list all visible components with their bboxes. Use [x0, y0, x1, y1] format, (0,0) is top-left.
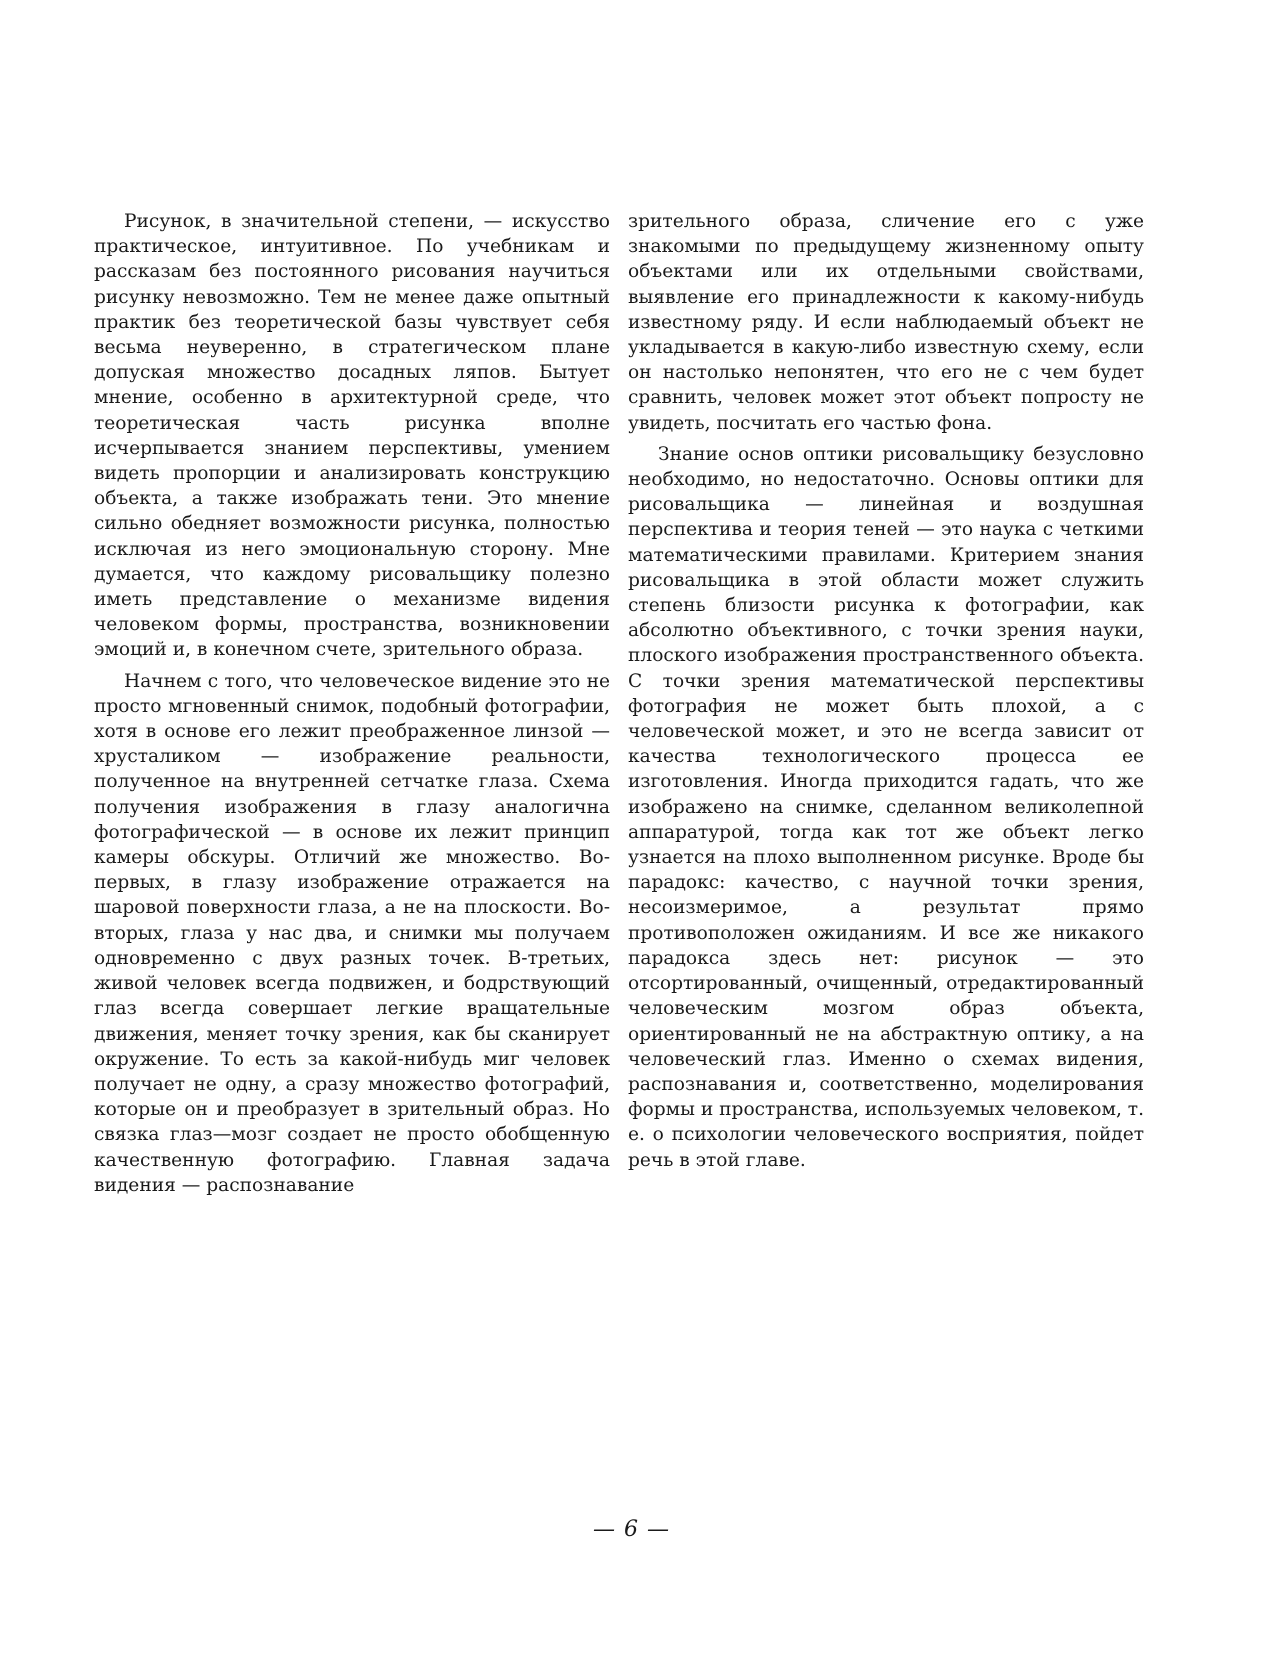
right-text-column — [628, 209, 1144, 1173]
paragraph-optics-knowledge: Знание основ оптики рисовальщику безусловно необходимо, но недостаточно. Основы оптики для рисовальщика — линейная и воздушная перспектива и теория теней — это наука с четкими математическими правилами. Критерием знания рисовальщика в этой области может служить степень близости рисунка к фотографии, как абсолютно объективного, с точки зрения науки, плоского изображения пространственного объекта. С точки зрения математической перспективы фотография не может быть плохой, а с человеческой может, и это не всегда зависит от качества технологического процесса ее изготовления. Иногда приходится гадать, что же изображено на снимке, сделанном великолепной аппаратурой, тогда как тот же объект легко узнается на плохо выполненном рисунке. Вроде бы парадокс: качество, с научной точки зрения, несоизмеримое, а результат прямо противоположен ожиданиям. И все же никакого парадокса здесь нет: рисунок — это отсортированный, очищенный, отредактированный человеческим мозгом образ объекта, ориентированный не на абстрактную оптику, а на человеческий глаз. Именно о схемах видения, распознавания и, соответственно, моделирования формы и пространства, используемых человеком, т. е. о психологии человеческого восприятия, пойдет речь в этой главе. — [628, 443, 1144, 1171]
paragraph-drawing-intro: Рисунок, в значительной степени, — искусство практическое, интуитивное. По учебникам и рассказам без постоянного рисования научиться рисунку невозможно. Тем не менее даже опытный практик без теоретической базы чувствует себя весьма неуверенно, в стратегическом плане допуская множество досадных ляпов. Бытует мнение, особенно в архитектурной среде, что теоретическая часть рисунка вполне исчерпывается знанием перспективы, умением видеть пропорции и анализировать конструкцию объекта, а также изображать тени. Это мнение сильно обедняет возможности рисунка, полностью исключая из него эмоциональную сторону. Мне думается, что каждому рисовальщику полезно иметь представление о механизме видения человеком формы, пространства, возникновении эмоций и, в конечном счете, зрительного образа. — [94, 211, 610, 661]
page-number: — 6 — — [593, 1517, 670, 1542]
paragraph-visual-image-continued: зрительного образа, сличение его с уже знакомыми по предыдущему жизненному опыту объектами или их отдельными свойствами, выявление его принадлежности к какому-нибудь известному ряду. И если наблюдаемый объект не укладывается в какую-либо известную схему, если он настолько непонятен, что его не с чем будет сравнить, человек может этот объект попросту не увидеть, посчитать его частью фона. — [628, 211, 1144, 434]
paragraph-human-vision: Начнем с того, что человеческое видение это не просто мгновенный снимок, подобный фотографии, хотя в основе его лежит преображенное линзой — хрусталиком — изображение реальности, полученное на внутренней сетчатке глаза. Схема получения изображения в глазу аналогична фотографической — в основе их лежит принцип камеры обскуры. Отличий же множество. Во-первых, в глазу изображение отражается на шаровой поверхности глаза, а не на плоскости. Во-вторых, глаза у нас два, и снимки мы получаем одновременно с двух разных точек. В-третьих, живой человек всегда подвижен, и бодрствующий глаз всегда совершает легкие вращательные движения, меняет точку зрения, как бы сканирует окружение. То есть за какой-нибудь миг человек получает не одну, а сразу множество фотографий, которые он и преобразует в зрительный образ. Но связка глаз—мозг создает не просто обобщенную качественную фотографию. Главная задача видения — распознавание — [94, 670, 610, 1196]
left-text-column — [94, 209, 610, 1198]
